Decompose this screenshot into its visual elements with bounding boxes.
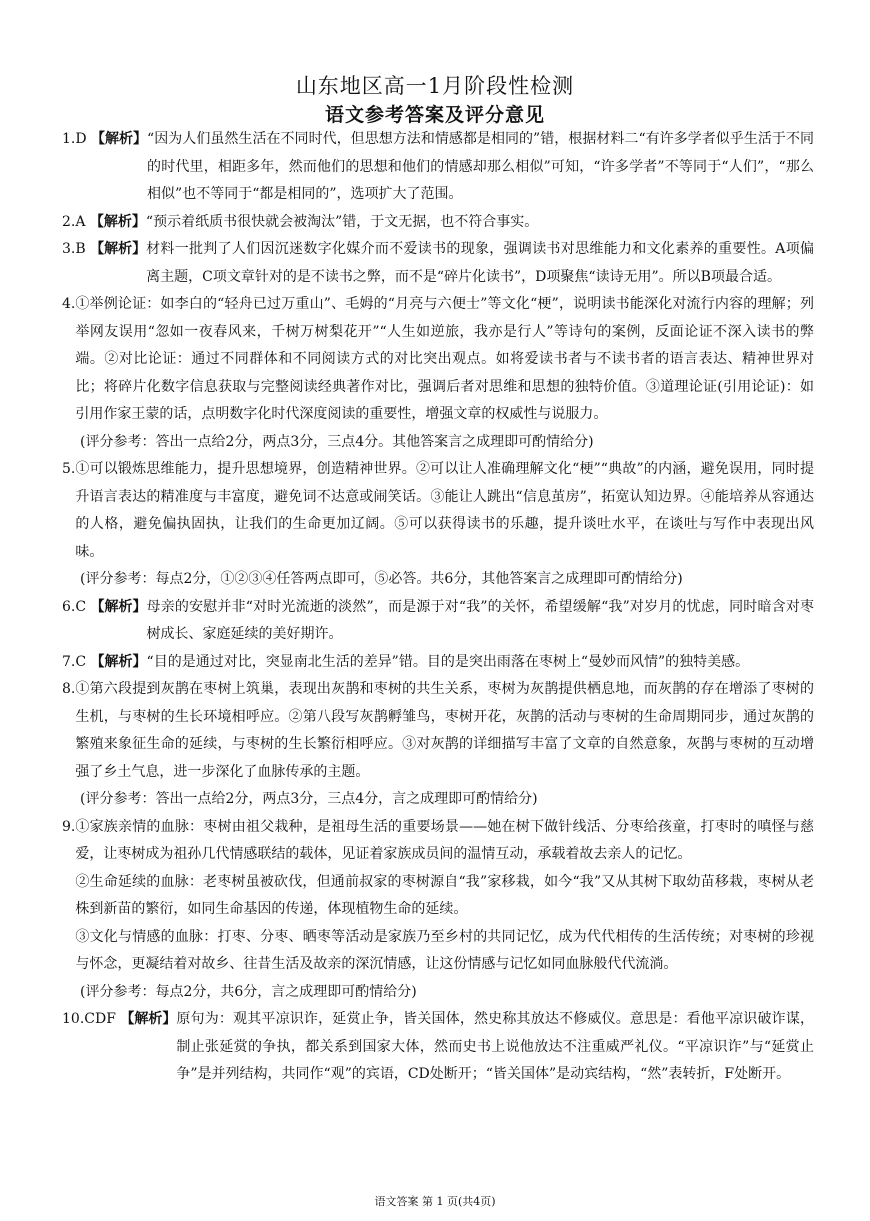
scoring-note: (评分参考：每点2分，①②③④任答两点即可，⑤必答。共6分，其他答案言之成理即可酌情给分) [80,571,683,587]
answer-text: ②生命延续的血脉：老枣树虽被砍伐，但通前叔家的枣树源自“我”家移栽，如今“我”又从其树下取幼苗移栽，枣树从老株到新苗的繁衍，如同生命基因的传递，体现植物生命的延续。 [75,873,814,917]
answer-number: 2.A [62,213,86,230]
answer-item-8 [62,676,814,786]
answer-text: ①第六段提到灰鹊在枣树上筑巢，表现出灰鹊和枣树的共生关系，枣树为灰鹊提供栖息地，而灰鹊的存在增添了枣树的生机，与枣树的生长环境相呼应。②第八段写灰鹊孵雏鸟，枣树开花，灰鹊的活动与枣树的生命周期同步，通过灰鹊的繁殖来象征生命的延续，与枣树的生长繁衍相呼应。③对灰鹊的详细描写丰富了文章的自然意象，灰鹊与枣树的互动增强了乡土气息，进一步深化了血脉传承的主题。 [75,681,814,780]
answer-item-10 [62,1006,814,1089]
analysis-tag: 【解析】 [91,131,148,147]
answer-text: 母亲的安慰并非“对时光流逝的淡然”，而是源于对“我”的关怀，希望缓解“我”对岁月的忧虑，同时暗含对枣树成长、家庭延续的美好期许。 [146,598,814,642]
answer-number: 10.CDF [62,1011,116,1027]
scoring-note: (评分参考：每点2分，共6分，言之成理即可酌情给分) [80,983,417,1000]
answer-item-4 [62,291,814,429]
analysis-tag: 【解析】 [90,653,147,670]
document-subtitle: 语文参考答案及评分意见 [324,104,545,126]
analysis-tag: 【解析】 [90,598,147,615]
answer-number: 4. [62,296,76,312]
analysis-tag: 【解析】 [89,213,146,230]
scoring-note: (评分参考：答出一点给2分，两点3分，三点4分，言之成理即可酌情给分) [80,791,538,807]
answer-number: 1.D [62,131,87,147]
page-footer: 语文答案 第 1 页(共4页) [374,1195,496,1208]
answer-text: ①可以锻炼思维能力，提升思想境界，创造精神世界。②可以让人准确理解文化“梗”“典故”的内涵，避免误用，同时提升语言表达的精准度与丰富度，避免词不达意或闹笑话。③能让人跳出“信息茧房”，拓宽认知边界。④能培养从容通达的人格，避免偏执固执，让我们的生命更加辽阔。⑤可以获得读书的乐趣，提升谈吐水平，在谈吐与写作中表现出风味。 [75,461,814,560]
answer-number: 6.C [62,598,87,615]
answer-text: 材料一批判了人们因沉迷数字化媒介而不爱读书的现象，强调读书对思维能力和文化素养的重要性。A项偏离主题，C项文章针对的是不读书之弊，而不是“碎片化读书”，D项聚焦“读诗无用”。所以B项最合适。 [146,241,814,285]
answer-list [62,126,814,1089]
answer-item-7 [62,649,814,677]
answer-number: 9. [62,818,76,835]
answer-item-2 [62,209,814,237]
analysis-tag: 【解析】 [90,241,147,257]
answer-text: ③文化与情感的血脉：打枣、分枣、晒枣等活动是家族乃至乡村的共同记忆，成为代代相传的生活传统；对枣树的珍视与怀念，更凝结着对故乡、往昔生活及故亲的深沉情感，让这份情感与记忆如同血脉般代代流淌。 [75,928,814,972]
answer-text: 原句为：观其平凉识诈，延赏止争，皆关国体，然史称其放达不修威仪。意思是：看他平凉识破诈谋，制止张延赏的争执，都关系到国家大体，然而史书上说他放达不注重威严礼仪。“平凉识诈”与“延赏止争”是并列结构，共同作“观”的宾语，CD处断开；“皆关国体”是动宾结构，“然”表转折，F处断开。 [176,1011,814,1082]
answer-item-3 [62,236,814,291]
answer-number: 3.B [62,241,86,257]
scoring-note: (评分参考：答出一点给2分，两点3分，三点4分。其他答案言之成理即可酌情给分) [80,433,594,450]
answer-text: “目的是通过对比，突显南北生活的差异”错。目的是突出雨落在枣树上“曼妙而风情”的独特美感。 [146,653,750,670]
answer-item-9 [62,814,814,979]
answer-number: 7.C [62,653,87,670]
answer-number: 8. [62,681,76,697]
answer-text: “因为人们虽然生活在不同时代，但思想方法和情感都是相同的”错，根据材料二“有许多学者似乎生活于不同的时代里，相距多年，然而他们的思想和他们的情感却那么相似”可知，“许多学者”不等同于“人们”，“那么相似”也不等同于“都是相同的”，选项扩大了范围。 [147,131,814,202]
answer-item-1 [62,126,814,209]
answer-item-5 [62,456,814,566]
answer-number: 5. [62,461,76,477]
answer-item-6 [62,594,814,649]
document-title: 山东地区高一1月阶段性检测 [295,74,575,98]
analysis-tag: 【解析】 [120,1011,177,1027]
answer-text: ①举例论证：如李白的“轻舟已过万重山”、毛姆的“月亮与六便士”等文化“梗”，说明读书能深化对流行内容的理解；列举网友误用“忽如一夜春风来，千树万树梨花开”“人生如逆旅，我亦是行人”等诗句的案例，反面论证不深入读书的弊端。②对比论证：通过不同群体和不同阅读方式的对比突出观点。如将爱读书者与不读书者的语言表达、精神世界对比；将碎片化数字信息获取与完整阅读经典著作对比，强调后者对思维和思想的独特价值。③道理论证(引用论证)：如引用作家王蒙的话，点明数字化时代深度阅读的重要性，增强文章的权威性与说服力。 [75,296,814,422]
answer-text: “预示着纸质书很快就会被淘汰”错，于文无据，也不符合事实。 [145,213,539,230]
answer-text: ①家族亲情的血脉：枣树由祖父栽种，是祖母生活的重要场景——她在树下做针线活、分枣给孩童，打枣时的嗔怪与慈爱，让枣树成为祖孙几代情感联结的载体，见证着家族成员间的温情互动，承载着故去亲人的记忆。 [75,818,814,862]
